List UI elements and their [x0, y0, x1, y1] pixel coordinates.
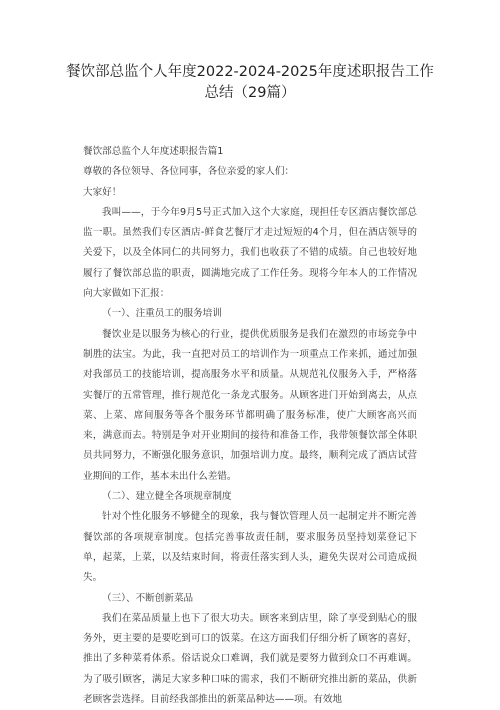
- document-title: 餐饮部总监个人年度2022-2024-2025年度述职报告工作总结（29篇）: [66, 64, 434, 101]
- section-3-paragraph: 我们在菜品质量上也下了很大功夫。顾客来到店里，除了享受到贴心的服务外，更主要的是要吃到可口的饭菜。在这方面我们仔细分析了顾客的喜好，推出了多种菜肴体系。俗话说众口难调，我们就是要努力做到众口不再难调。为了吸引顾客，满足大家多种口味的需求，我们不断研究推出新的菜品，供新老顾客尝选择。目前经我部推出的新菜品种达——项。有效地: [83, 612, 417, 706]
- salutation: 尊敬的各位领导、各位同事，各位亲爱的家人们：: [83, 166, 295, 178]
- section-heading-3: （三）、不断创新菜品: [102, 592, 194, 604]
- intro-paragraph: 我叫——，于今年9月5号正式加入这个大家庭，现担任专区酒店餐饮部总监一职。虽然我们专区酒店-鲜食艺餐厅才走过短短的4个月，但在酒店领导的关爱下，以及全体同仁的共同努力，我们也收获了不错的成绩。自己也较好地履行了餐饮部总监的职责，圆满地完成了工作任务。现将今年本人的工作情况向大家做如下汇报：: [83, 206, 417, 300]
- greeting: 大家好！: [83, 186, 122, 198]
- section-2-paragraph: 针对个性化服务不够健全的现象，我与餐饮管理人员一起制定并不断完善餐饮部的各项规章制度。包括完善事故责任制，要求服务员坚持划菜登记下单，起菜，上菜，以及结束时间，将责任落实到人头，避免失误对公司造成损失。: [83, 511, 417, 584]
- document-body: [83, 142, 417, 710]
- section-heading-2: （二）、建立健全各项规章制度: [102, 491, 232, 503]
- section-heading-1: （一）、注重员工的服务培训: [102, 308, 222, 320]
- section-1-paragraph: 餐饮业是以服务为核心的行业，提供优质服务是我们在激烈的市场竞争中制胜的法宝。为此，我一直把对员工的培训作为一项重点工作来抓，通过加强对我部员工的技能培训，提高服务水平和质量。从规范礼仪服务入手，严格落实餐厅的五常管理，推行规范化一条龙式服务。从顾客进门开始到离去，从点菜、上菜、席间服务等各个服务环节都明确了服务标准，使广大顾客高兴而来，满意而去。特别是争对开业期间的接待和准备工作，我带领餐饮部全体职员共同努力，不断强化服务意识，加强培训力度。最终，顺利完成了酒店试营业期间的工作，基本未出什么差错。: [83, 328, 417, 482]
- report-heading: 餐饮部总监个人年度述职报告篇1: [83, 146, 224, 157]
